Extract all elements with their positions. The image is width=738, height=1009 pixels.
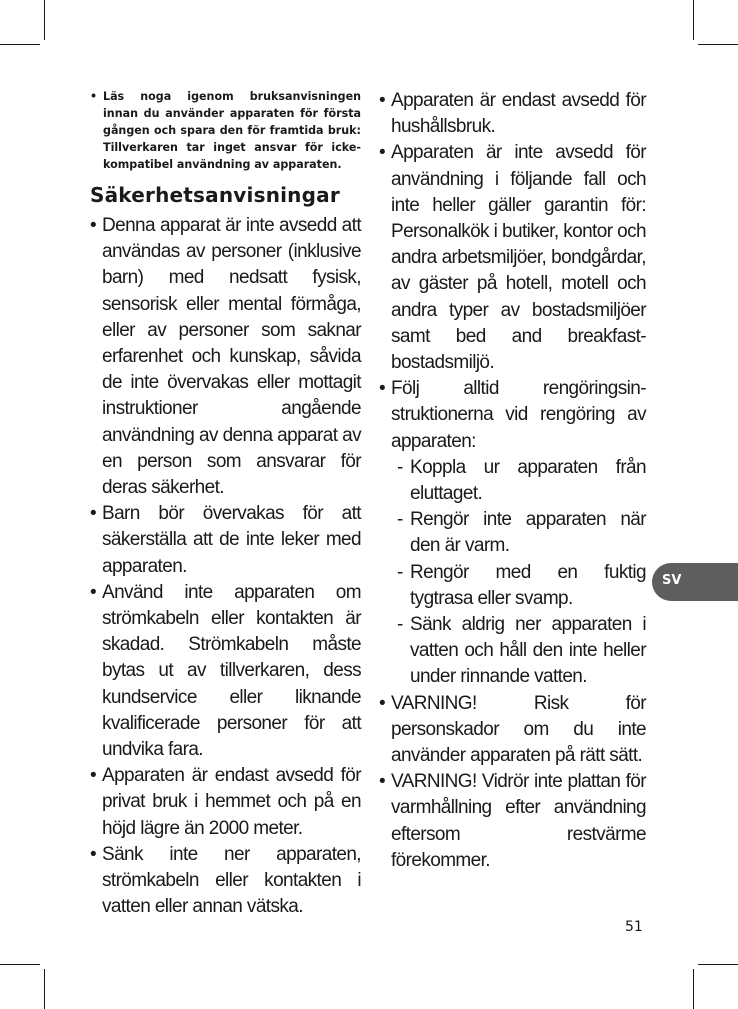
crop-mark	[693, 969, 694, 1009]
list-item: • Använd inte apparaten om strömkabeln eller kontakten är skadad. Strömkabeln måste bytas ut av tillverkaren, dess kundservice eller liknande kvalificerade personer för att undvika fara.	[90, 580, 361, 763]
page-number: 51	[625, 919, 643, 935]
intro-note: • Läs noga igenom bruksanvisningen innan du använder apparaten för första gången och spara den för framtida bruk: Tillverkaren tar inget ansvar för icke-kompatibel användning av apparaten.	[90, 88, 361, 173]
sub-list-item: - Sänk aldrig ner apparaten i vatten och håll den inte heller under rinnande vatten.	[389, 612, 646, 691]
crop-mark	[693, 0, 694, 40]
section-title: Säkerhetsanvisningar	[90, 183, 340, 207]
crop-mark	[698, 44, 738, 45]
list-item: • Apparaten är inte avsedd för användning i följande fall och inte heller gäller garantin för: Personalkök i butiker, kontor och andra arbetsmiljöer, bondgårdar, av gäster på hotell, motell och andra typer av bostadsmiljöer samt bed and breakfast-bostadsmiljö.	[379, 140, 646, 376]
list-item: • VARNING! Vidrör inte plattan för varmhållning efter användning eftersom restvärme förekommer.	[379, 769, 646, 874]
cleaning-sub-list	[391, 455, 646, 691]
sub-list-item: - Rengör med en fuktig tygtrasa eller svamp.	[389, 560, 646, 612]
language-label: SV	[662, 573, 682, 588]
left-column	[90, 88, 361, 920]
list-item: • VARNING! Risk för personskador om du inte använder apparaten på rätt sätt.	[379, 691, 646, 770]
crop-mark	[0, 44, 40, 45]
sub-list-item: - Koppla ur apparaten från eluttaget.	[389, 455, 646, 507]
crop-mark	[44, 0, 45, 40]
safety-list-right	[379, 88, 646, 874]
list-item: • Sänk inte ner apparaten, strömkabeln eller kontakten i vatten eller annan vätska.	[90, 842, 361, 921]
list-item: • Apparaten är endast avsedd för privat bruk i hemmet och på en höjd lägre än 2000 meter.	[90, 763, 361, 842]
list-item: • Apparaten är endast avsedd för hushållsbruk.	[379, 88, 646, 140]
crop-mark	[0, 964, 40, 965]
list-item: • Barn bör övervakas för att säkerställa att de inte leker med apparaten.	[90, 501, 361, 580]
crop-mark	[698, 964, 738, 965]
list-item: • Denna apparat är inte avsedd att användas av personer (inklusive barn) med nedsatt fysisk, sensorisk eller mental förmåga, eller av personer som saknar erfarenhet och kunskap, såvida de inte övervakas eller mottagit instruktioner angående användning av denna apparat av en person som ansvarar för deras säkerhet.	[90, 213, 361, 501]
safety-list-left	[90, 213, 361, 920]
crop-mark	[44, 969, 45, 1009]
sub-list-item: - Rengör inte apparaten när den är varm.	[389, 507, 646, 559]
language-tab	[652, 563, 738, 601]
cleaning-instruction: Följ alltid rengöringsin-struktionerna vid rengöring av apparaten:	[391, 378, 646, 452]
list-item-cleaning	[379, 376, 646, 690]
right-column	[379, 88, 646, 874]
